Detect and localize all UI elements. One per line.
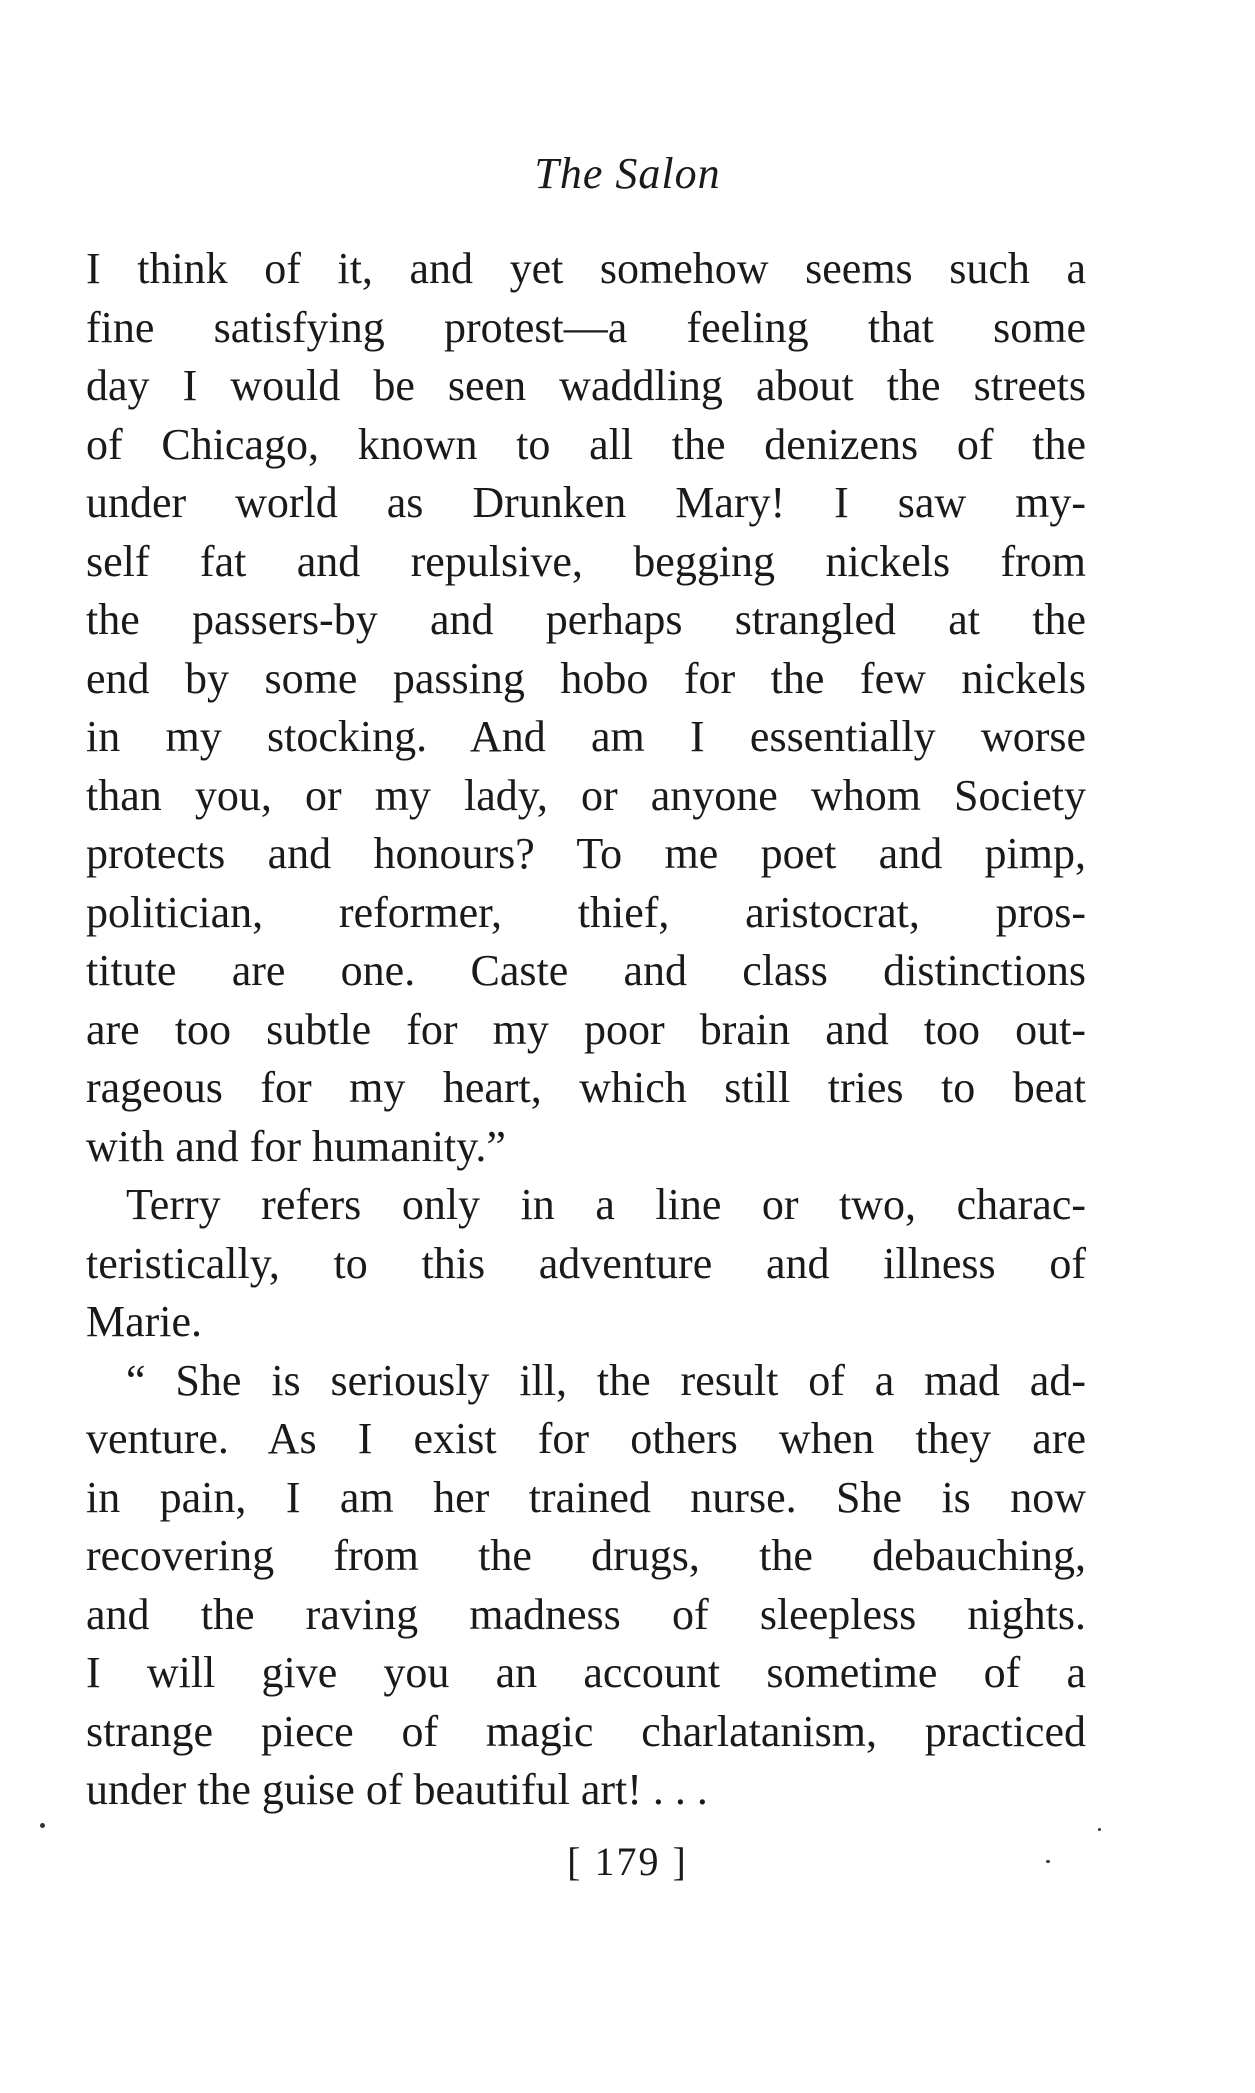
text-line: titute are one. Caste and class distinctions — [86, 946, 1086, 995]
body-text — [86, 240, 1086, 1820]
text-line: the passers-by and perhaps strangled at the — [86, 595, 1086, 644]
text-line: venture. As I exist for others when they are — [86, 1414, 1086, 1463]
text-line: fine satisfying protest—a feeling that some — [86, 302, 1086, 352]
text-line: under the guise of beautiful art! . . . — [86, 1765, 708, 1814]
print-speck — [1046, 1860, 1050, 1863]
text-line: teristically, to this adventure and illness of — [86, 1238, 1086, 1288]
text-line: Marie. — [86, 1297, 203, 1346]
text-line: day I would be seen waddling about the streets — [86, 361, 1086, 410]
running-head: The Salon — [534, 149, 721, 198]
text-line: rageous for my heart, which still tries to beat — [86, 1063, 1086, 1112]
text-line: in pain, I am her trained nurse. She is now — [86, 1472, 1086, 1522]
text-line: than you, or my lady, or anyone whom Society — [86, 770, 1086, 820]
text-line: and the raving madness of sleepless nights. — [86, 1589, 1086, 1639]
text-line: politician, reformer, thief, aristocrat, pros- — [86, 887, 1086, 937]
text-line: Terry refers only in a line or two, charac- — [126, 1180, 1086, 1229]
text-line: I think of it, and yet somehow seems such a — [86, 244, 1086, 293]
text-line: protects and honours? To me poet and pimp, — [86, 829, 1086, 878]
text-line: are too subtle for my poor brain and too out- — [86, 1004, 1086, 1054]
text-line: end by some passing hobo for the few nickels — [86, 653, 1086, 703]
print-speck — [1098, 1828, 1101, 1831]
text-line: under world as Drunken Mary! I saw my- — [86, 478, 1086, 527]
page-number: [ 179 ] — [567, 1839, 688, 1884]
text-line: strange piece of magic charlatanism, practiced — [86, 1706, 1086, 1756]
text-line: recovering from the drugs, the debauching, — [86, 1531, 1086, 1580]
text-line: self fat and repulsive, begging nickels from — [86, 536, 1086, 586]
text-line: with and for humanity.” — [86, 1121, 506, 1171]
text-line: I will give you an account sometime of a — [86, 1648, 1086, 1697]
text-line: in my stocking. And am I essentially worse — [86, 712, 1086, 761]
text-line: “ She is seriously ill, the result of a mad ad- — [126, 1355, 1086, 1405]
print-speck — [40, 1823, 45, 1828]
text-line: of Chicago, known to all the denizens of the — [86, 419, 1086, 469]
